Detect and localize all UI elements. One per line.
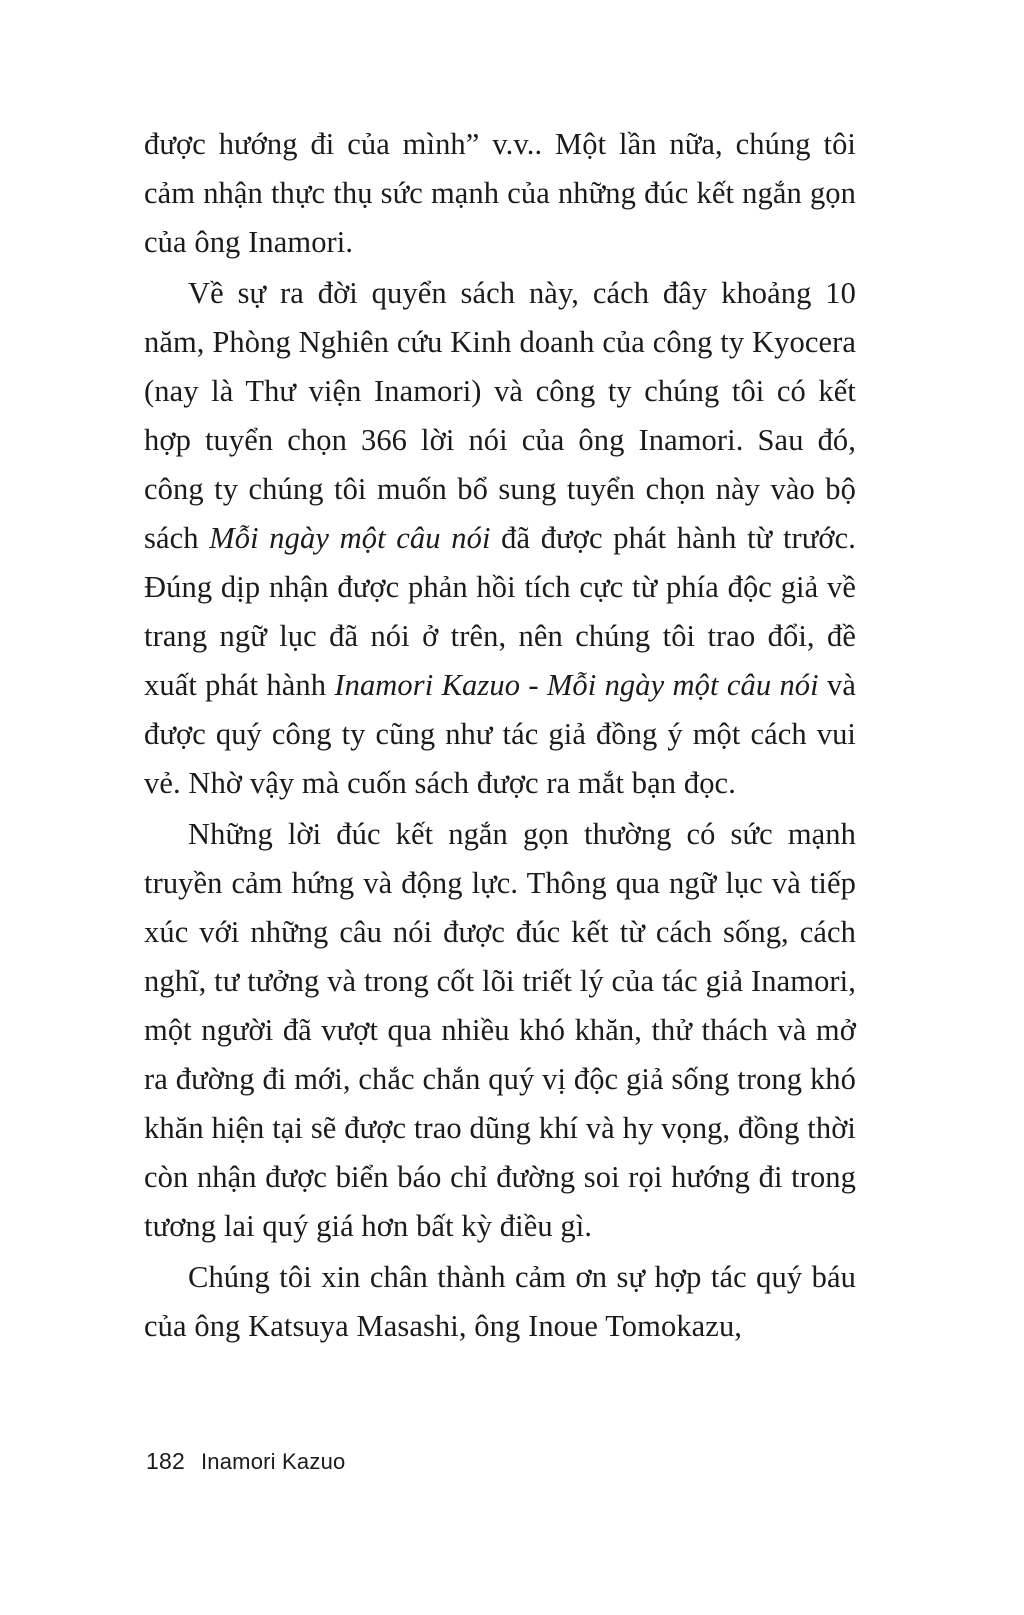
paragraph: Về sự ra đời quyển sách này, cách đây khoảng 10 năm, Phòng Nghiên cứu Kinh doanh của công ty Kyocera (nay là Thư viện Inamori) và công ty chúng tôi có kết hợp tuyển chọn 366 lời nói của ông Inamori. Sau đó, công ty chúng tôi muốn bổ sung tuyển chọn này vào bộ sách Mỗi ngày một câu nói đã được phát hành từ trước. Đúng dịp nhận được phản hồi tích cực từ phía độc giả về trang ngữ lục đã nói ở trên, nên chúng tôi trao đổi, đề xuất phát hành Inamori Kazuo - Mỗi ngày một câu nói và được quý công ty cũng như tác giả đồng ý một cách vui vẻ. Nhờ vậy mà cuốn sách được ra mắt bạn đọc.	[144, 276, 856, 800]
page-footer	[146, 1448, 345, 1475]
running-head: Inamori Kazuo	[200, 1449, 346, 1474]
paragraph: Chúng tôi xin chân thành cảm ơn sự hợp tác quý báu của ông Katsuya Masashi, ông Inoue Tomokazu,	[144, 1260, 856, 1343]
book-title-italic: Mỗi ngày một câu nói	[209, 521, 491, 555]
body-text-column	[144, 120, 856, 1351]
paragraph: được hướng đi của mình” v.v.. Một lần nữa, chúng tôi cảm nhận thực thụ sức mạnh của những đúc kết ngắn gọn của ông Inamori.	[144, 127, 856, 259]
paragraph: Những lời đúc kết ngắn gọn thường có sức mạnh truyền cảm hứng và động lực. Thông qua ngữ lục và tiếp xúc với những câu nói được đúc kết từ cách sống, cách nghĩ, tư tưởng và trong cốt lõi triết lý của tác giả Inamori, một người đã vượt qua nhiều khó khăn, thử thách và mở ra đường đi mới, chắc chắn quý vị độc giả sống trong khó khăn hiện tại sẽ được trao dũng khí và hy vọng, đồng thời còn nhận được biển báo chỉ đường soi rọi hướng đi trong tương lai quý giá hơn bất kỳ điều gì.	[144, 817, 856, 1243]
page-number: 182	[146, 1448, 185, 1474]
book-title-italic: Inamori Kazuo - Mỗi ngày một câu nói	[334, 668, 819, 702]
